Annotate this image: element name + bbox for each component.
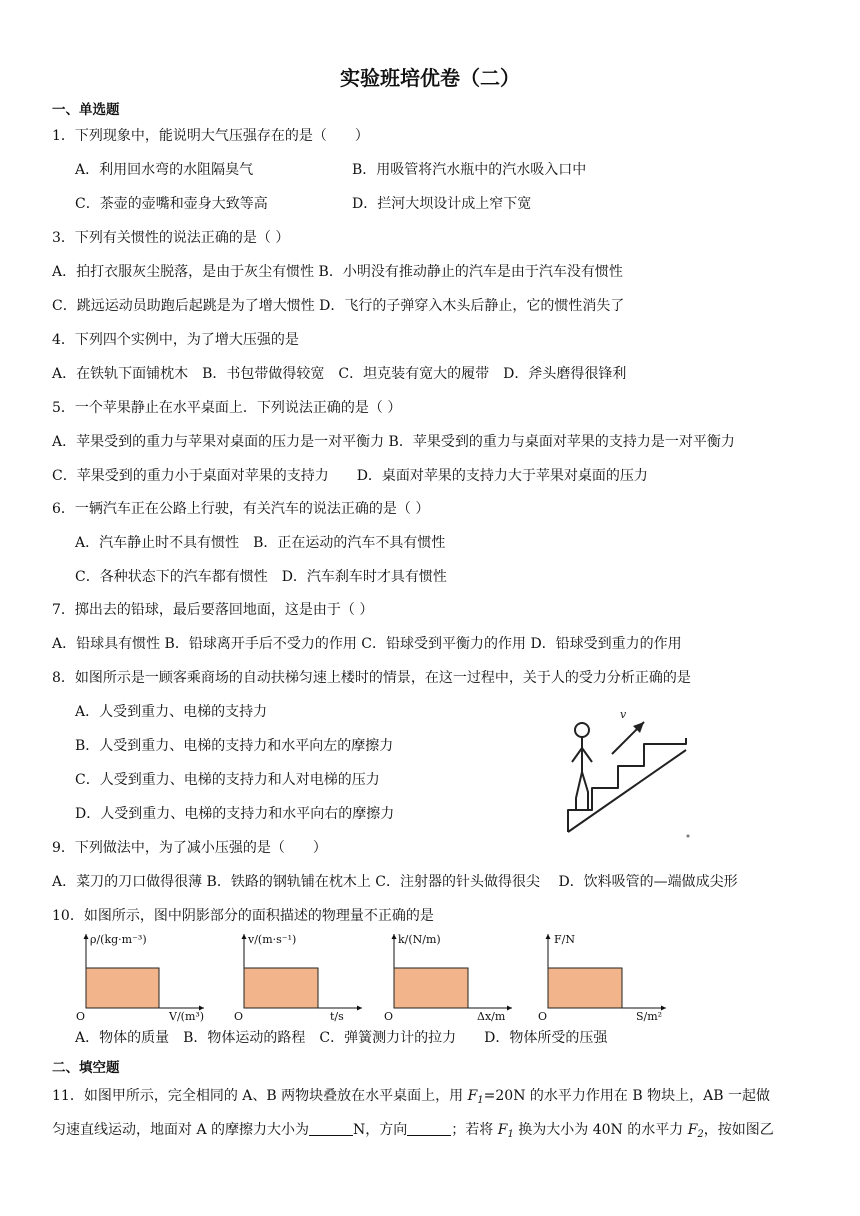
question-6-options-line-2: C．各种状态下的汽车都有惯性 D．汽车刹车时才具有惯性 [75, 569, 447, 585]
question-6-stem: 6．一辆汽车正在公路上行驶，有关汽车的说法正确的是（ ） [52, 501, 430, 517]
question-1-option-d: D．拦河大坝设计成上窄下宽 [352, 196, 532, 212]
question-4-options: A．在铁轨下面铺枕木 B．书包带做得较宽 C．坦克装有宽大的履带 D．斧头磨得很锋利 [52, 366, 627, 382]
question-6-options-line-1: A．汽车静止时不具有惯性 B．正在运动的汽车不具有惯性 [75, 535, 446, 551]
question-8-stem: 8．如图所示是一顾客乘商场的自动扶梯匀速上楼时的情景，在这一过程中，关于人的受力分析正确的是 [52, 670, 691, 686]
answer-blank-friction-magnitude[interactable] [309, 1121, 353, 1136]
escalator-figure [560, 700, 695, 840]
question-5-options-line-2: C．苹果受到的重力小于桌面对苹果的支持力 D．桌面对苹果的支持力大于苹果对桌面的压力 [52, 468, 648, 484]
question-3-options-line-1: A．拍打衣服灰尘脱落，是由于灰尘有惯性 B．小明没有推动静止的汽车是由于汽车没有惯性 [52, 264, 623, 280]
graph-force-area [536, 928, 676, 1023]
question-8-option-b: B．人受到重力、电梯的支持力和水平向左的摩擦力 [75, 738, 394, 754]
question-3-options-line-2: C．跳远运动员助跑后起跳是为了增大惯性 D．飞行的子弹穿入木头后静止，它的惯性消失了 [52, 298, 625, 314]
q11-text-7: ，按如图乙 [703, 1122, 774, 1138]
graph-1-origin: O [76, 1010, 86, 1023]
question-10-options: A．物体的质量 B．物体运动的路程 C．弹簧测力计的拉力 D．物体所受的压强 [75, 1030, 608, 1046]
q11-f2-symbol: F [687, 1122, 698, 1138]
graph-2-origin: O [234, 1010, 244, 1023]
graph-3-origin: O [384, 1010, 394, 1023]
graph-3-xlabel: Δx/m [477, 1010, 506, 1023]
q11-text-1: 11．如图甲所示，完全相同的 A、B 两物块叠放在水平桌面上，用 [52, 1088, 468, 1104]
question-10-stem: 10．如图所示，图中阴影部分的面积描述的物理量不正确的是 [52, 908, 434, 924]
graph-1-ylabel: ρ/(kg·m⁻³) [90, 933, 147, 946]
question-8-option-c: C．人受到重力、电梯的支持力和人对电梯的压力 [75, 772, 380, 788]
shaded-area [244, 968, 318, 1008]
q11-text-5: ；若将 [451, 1122, 498, 1138]
question-8-option-d: D．人受到重力、电梯的支持力和水平向右的摩擦力 [75, 806, 395, 822]
answer-blank-friction-direction[interactable] [407, 1121, 451, 1136]
graph-velocity-time [232, 928, 372, 1023]
graph-3-ylabel: k/(N/m) [398, 933, 441, 946]
q11-f1-subscript-2: 1 [507, 1129, 514, 1140]
question-11-line-2 [52, 1120, 774, 1145]
q11-text-2: =20N 的水平力作用在 B 物块上，AB 一起做 [483, 1088, 770, 1104]
q11-text-4: N，方向 [353, 1122, 408, 1138]
q11-f1-symbol: F [467, 1088, 478, 1104]
question-3-stem: 3．下列有关惯性的说法正确的是（ ） [52, 230, 290, 246]
graph-2-ylabel: v/(m·s⁻¹) [248, 933, 297, 946]
question-9-options: A．菜刀的刀口做得很薄 B．铁路的钢轨铺在枕木上 C．注射器的针头做得很尖 D．饮料吸管的—端做成尖形 [52, 874, 738, 890]
shaded-area [394, 968, 468, 1008]
question-4-stem: 4．下列四个实例中，为了增大压强的是 [52, 332, 299, 348]
graph-density-volume [74, 928, 214, 1023]
graph-4-ylabel: F/N [554, 933, 575, 946]
graph-stiffness-extension [382, 928, 522, 1023]
question-7-options: A．铅球具有惯性 B．铅球离开手后不受力的作用 C．铅球受到平衡力的作用 D．铅球受到重力的作用 [52, 636, 682, 652]
q11-text-6: 换为大小为 40N 的水平力 [513, 1122, 688, 1138]
page-title: 实验班培优卷（二） [340, 66, 520, 90]
question-5-stem: 5．一个苹果静止在水平桌面上．下列说法正确的是（ ） [52, 400, 402, 416]
question-11-line-1 [52, 1086, 770, 1111]
question-1-option-b: B．用吸管将汽水瓶中的汽水吸入口中 [352, 162, 587, 178]
question-5-options-line-1: A．苹果受到的重力与苹果对桌面的压力是一对平衡力 B．苹果受到的重力与桌面对苹果的支持力是一对平衡力 [52, 434, 735, 450]
question-8-option-a: A．人受到重力、电梯的支持力 [75, 704, 268, 720]
question-7-stem: 7．掷出去的铅球，最后要落回地面，这是由于（ ） [52, 602, 374, 618]
velocity-label: v [620, 708, 627, 721]
graph-2-xlabel: t/s [330, 1010, 344, 1023]
question-1-stem: 1．下列现象中，能说明大气压强存在的是（ ） [52, 128, 369, 144]
question-1-option-a: A．利用回水弯的水阻隔臭气 [75, 162, 254, 178]
graph-4-origin: O [538, 1010, 548, 1023]
graph-1-xlabel: V/(m³) [169, 1010, 205, 1023]
shaded-area [548, 968, 622, 1008]
q11-f2-subscript: 2 [697, 1129, 704, 1140]
question-9-stem: 9．下列做法中，为了减小压强的是（ ） [52, 840, 327, 856]
q11-f1-symbol-2: F [497, 1122, 508, 1138]
graph-4-xlabel: S/m² [636, 1010, 663, 1023]
q11-text-3: 匀速直线运动，地面对 A 的摩擦力大小为 [52, 1122, 310, 1138]
section-heading-fill-in: 二、填空题 [52, 1060, 120, 1076]
section-heading-single-choice: 一、单选题 [52, 102, 120, 118]
q11-f1-subscript: 1 [477, 1095, 484, 1106]
shaded-area [86, 968, 159, 1008]
question-1-option-c: C．茶壶的壶嘴和壶身大致等高 [75, 196, 268, 212]
